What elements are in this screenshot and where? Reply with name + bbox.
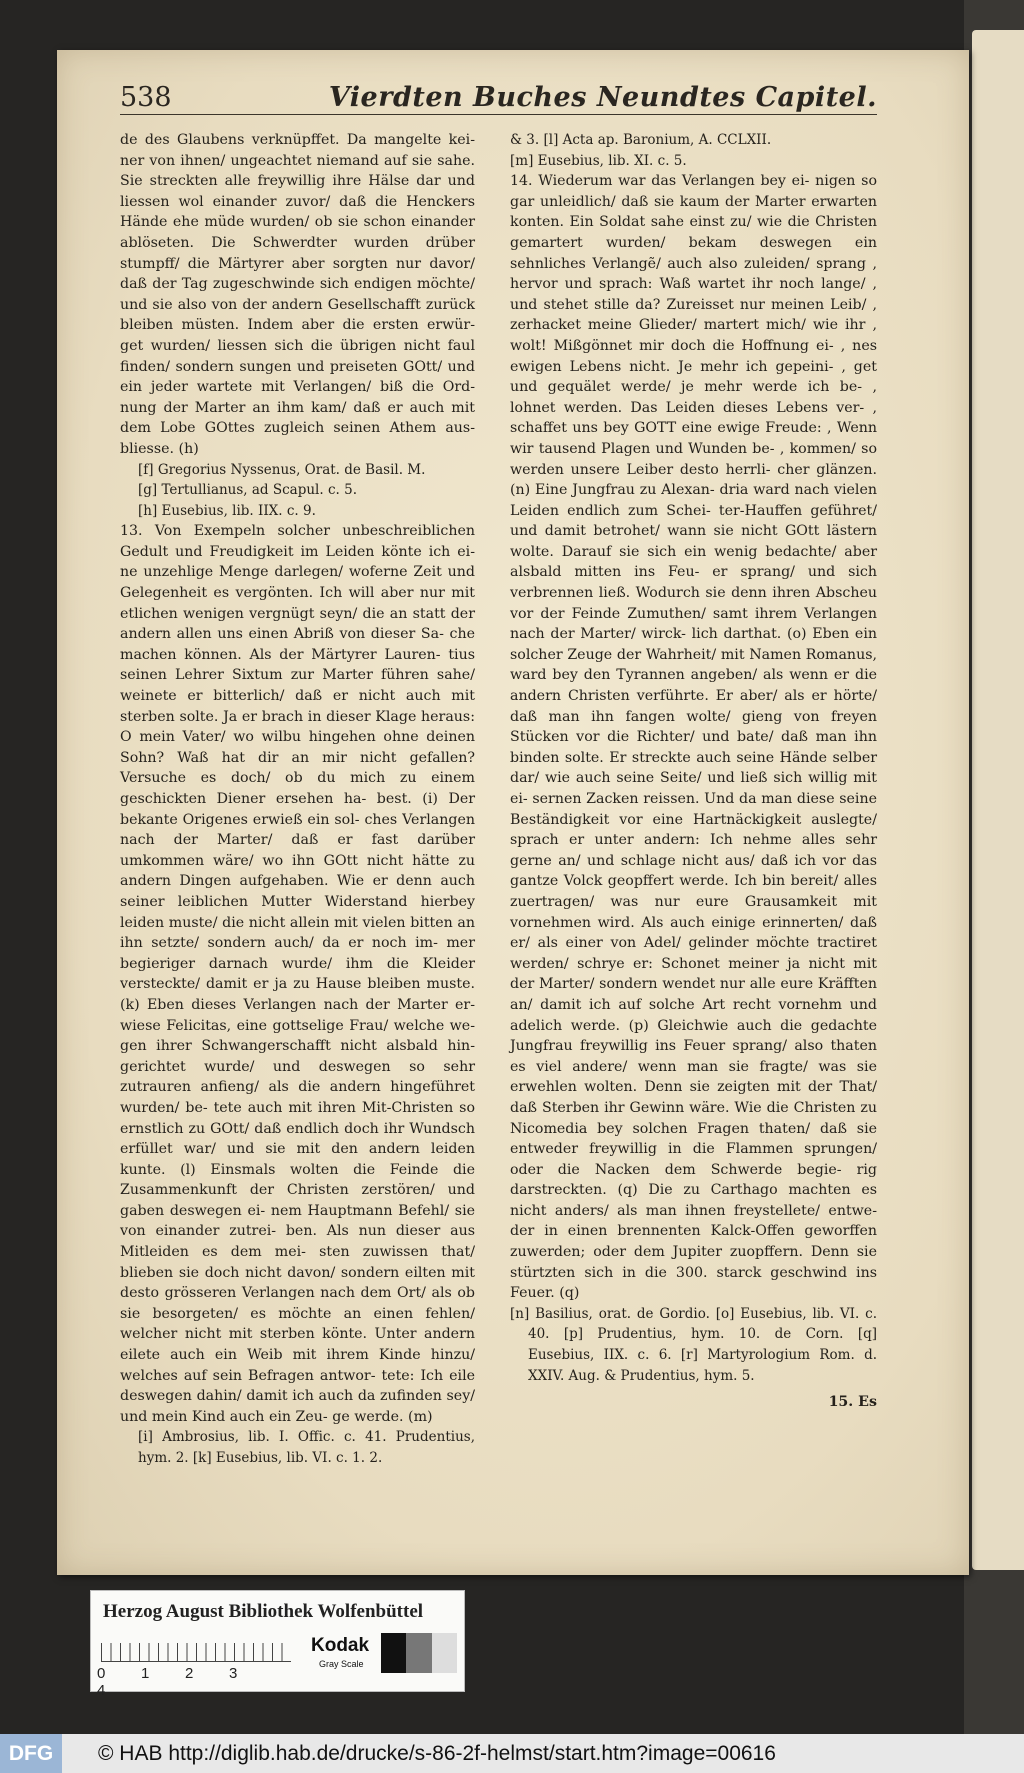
scale-number: 3: [229, 1665, 238, 1682]
running-title: Vierdten Buches Neundtes Capitel.: [328, 82, 877, 113]
left-column: [120, 130, 475, 1469]
footer-bar: [0, 1734, 1024, 1773]
catchword: 15. Es: [828, 1394, 877, 1411]
kodak-logo: Kodak: [311, 1635, 370, 1656]
footnote-h: [h] Eusebius, lib. IIX. c. 9.: [138, 502, 316, 519]
page-number: 538: [120, 82, 172, 113]
color-calibration-bar: [90, 1590, 465, 1699]
gray-patch-mid: [406, 1633, 431, 1673]
paragraph-12-end: de des Glaubens verknüpffet. Da mangelte kei- ner von ihnen/ ungeachtet niemand auf sie sahe. Sie streckten alle freywillig ihre Hälse dar und liessen wol einander zuvor/ daß die Henckers Hände ehe müde wurden/ ob sie schon einander ablöseten. Die Schwerdter wurden drüber stumpff/ die Märtyrer aber sorgten nur davor/ daß der Tag zugeschwinde sich endigen möchte/ und sie also von der andern Gesellschafft zurück bleiben müsten. Indem aber die ersten erwür- get wurden/ liessen sich die übrigen nicht faul finden/ sondern sungen und preiseten GOtt/ und ein jeder wartete mit Verlangen/ biß die Ord- nung der Marter an ihm kam/ daß er auch mit dem Lobe GOttes zugleich seinen Athem aus- bliesse. (h): [120, 132, 475, 457]
scale-number: 4: [97, 1682, 106, 1699]
scale-number: 2: [185, 1665, 194, 1682]
paragraph-13: 13. Von Exempeln solcher unbeschreiblichen Gedult und Freudigkeit im Leiden könte ich ei- ne unzehlige Menge darlegen/ woferne Zeit und Gelegenheit es vergönten. Ich will aber nur mit etlichen wenigen vergnügt seyn/ die an statt der andern allen uns einen Abriß von dieser Sa- che machen können. Als der Märtyrer Lauren- tius seinen Lehrer Sixtum zur Marter führen sahe/ weinete er bitterlich/ daß er nicht auch mit sterben solte. Ja er brach in dieser Klage heraus: O mein Vater/ wo wilbu hingehen ohne deinen Sohn? Waß hat dir an mir nicht gefallen? Versuche es doch/ ob du mich zu einem geschickten Diener ersehen ha- best. (i) Der bekante Origenes erwieß ein sol- ches Verlangen nach der Marter/ daß er fast darüber umkommen wäre/ wo ihn GOtt nicht hätte zu andern Dingen aufgehaben. Wie er denn auch seiner leiblichen Mutter Widerstand hierbey leiden muste/ die nicht allein mit vielen bitten an ihn setzte/ sondern auch/ da er noch im- mer begieriger darnach wurde/ ihm die Kleider versteckte/ damit er ja zu Hause bleiben muste. (k) Eben dieses Verlangen nach der Marter er- wiese Felicitas, eine gottselige Frau/ welche we- gen ihrer Schwangerschafft nicht alsbald hin- gerichtet wurde/ und deswegen so sehr zutrauren anfieng/ als die andern hingeführet wurden/ be- tete auch mit ihren Mit-Christen so ernstlich zu GOtt/ daß endlich doch ihr Wundsch erfüllet war/ und sie mit den andern leiden kunte. (l) Einsmals wolten die Feinde die Zusammenkunft der Christen zerstören/ und gaben deswegen ei- nem Hauptmann Befehl/ sie von einander zutrei- ben. Als nun dieser aus Mitleiden es dem mei- sten zuwissen that/ blieben sie doch nicht davon/ sondern eilten mit desto grösseren Verlangen nach dem Ort/ als ob sie besorgeten/ es möchte an einen fehlen/ welcher nicht mit sterben könte. Unter andern eilete auch ein Weib mit ihrem Kinde hinzu/ welches auf sein Befragen antwor- tete: Ich eile deswegen dahin/ damit ich auch da zufinden sey/ und mein Kind auch ein Zeu- ge werde. (m): [120, 523, 475, 1425]
scale-ruler: [101, 1643, 291, 1662]
gray-patch-black: [381, 1633, 406, 1673]
paragraph-14: 14. Wiederum war das Verlangen bey ei- nigen so gar unleidlich/ daß sie kaum der Marter erwarten konten. Ein Soldat sahe einst zu/ wie die Christen gemartert wurden/ bekam deswegen ein sehnliches Verlangẽ/ auch also zuleiden/ sprang , hervor und sprach: Waß wartet ihr noch lange/ , und stehet stille da? Zureisset nur meinen Leib/ , zerhacket meine Glieder/ martert mich/ wie ihr , wolt! Mißgönnet mir doch die Hoffnung ei- , nes ewigen Lebens nicht. Je mehr ich gepeini- , get und gequälet werde/ je mehr werde ich be- , lohnet werden. Das Leiden dieses Lebens ver- , schaffet uns bey GOTT eine ewige Freude: , Wenn wir tausend Plagen und Wunden be- , kommen/ so werden unsere Leiber desto herrli- cher glänzen. (n) Eine Jungfrau zu Alexan- dria ward nach vielen Leiden endlich zum Schei- ter-Hauffen geführet/ und damit betrohet/ wann sie nicht GOtt lästern wolte. Darauf sie sich ein wenig bedachte/ aber alsbald mitten ins Feu- er sprang/ und sich verbrennen ließ. Wodurch sie denn ihren Abscheu vor der Feinde Zumuthen/ samt ihrem Verlangen nach der Marter/ wirck- lich darthat. (o) Eben ein solcher Zeuge der Wahrheit/ mit Namen Romanus, ward bey den Tyrannen angeben/ als wenn er die andern Christen verführte. Er aber/ als er hörte/ daß man ihn fangen wolte/ gieng von freyen Stücken vor die Richter/ und bate/ daß man ihn binden solte. Er streckte auch seine Hände selber dar/ wie auch seine Seite/ und ließ sich willig mit ei- sernen Zacken reissen. Und da man diese seine Beständigkeit vor eine Hartnäckigkeit auslegte/ sprach er unter andern: Ich nehme alles sehr gerne an/ und schlage nicht aus/ daß ich vor das gantze Volck geopffert werde. Ich bin bereit/ alles zuertragen/ was nur eure Grausamkeit mit vornehmen wird. Als auch einige erinnerten/ daß er/ als einer von Adel/ gelinder möchte tractiret werden/ schrye er: Schonet meiner ja nicht mit der Marter/ sondern wendet nur alle eure Kräfften an/ damit ich auf solche Art recht vornehm und adelich werde. (p) Gleichwie auch die gedachte Jungfrau freywillig ins Feuer sprang/ also thaten es viel andere/ wenn man sie fragte/ was sie erwehlen wolten. Denn sie zeigten mit der That/ daß Sterben ihr Gewinn wäre. Wie die Christen zu Nicomedia bey solchen Fragen thaten/ daß sie entweder freywillig in die Flammen sprungen/ oder die Nacken dem Schwerde begie- rig darstreckten. (q) Die zu Carthago machten es nicht anders/ als man ihnen freystellete/ entwe- der in einen brennenten Kalck-Offen geworffen zuwerden; oder dem Jupiter zuopffern. Denn sie stürtzten sich in die 300. starck geschwind ins Feuer. (q): [510, 173, 877, 1302]
scale-number: 0: [97, 1665, 106, 1682]
footnote-g: [g] Tertullianus, ad Scapul. c. 5.: [138, 482, 357, 499]
gray-patch-light: [432, 1633, 457, 1673]
page-header: [120, 82, 877, 115]
footnote-l: & 3. [l] Acta ap. Baronium, A. CCLXII.: [510, 132, 772, 148]
gray-scale-label: Gray Scale: [319, 1659, 364, 1669]
footnotes-n-r: [n] Basilius, orat. de Gordio. [o] Eusebius, lib. VI. c. 40. [p] Prudentius, hym. 10. de Corn. [q] Eusebius, IIX. c. 6. [r] Martyrologium Rom. d. XXIV. Aug. & Prudentius, hym. 5.: [510, 1305, 877, 1384]
copyright-link[interactable]: © HAB http://diglib.hab.de/drucke/s-86-2f-helmst/start.htm?image=00616: [98, 1742, 776, 1765]
footnote-i-k: [i] Ambrosius, lib. I. Offic. c. 41. Prudentius, hym. 2. [k] Eusebius, lib. VI. c. 1. 2.: [138, 1429, 475, 1466]
adjacent-page-edge: [972, 30, 1024, 1570]
dfg-logo: DFG: [0, 1734, 62, 1773]
right-column: [510, 130, 877, 1413]
scale-number: 1: [141, 1665, 150, 1682]
gray-patches: [381, 1633, 457, 1673]
footnote-f: [f] Gregorius Nyssenus, Orat. de Basil. M.: [138, 461, 426, 478]
footnote-m: [m] Eusebius, lib. XI. c. 5.: [510, 152, 687, 169]
library-name: Herzog August Bibliothek Wolfenbüttel: [103, 1601, 424, 1622]
scale-numbers: [97, 1665, 297, 1699]
